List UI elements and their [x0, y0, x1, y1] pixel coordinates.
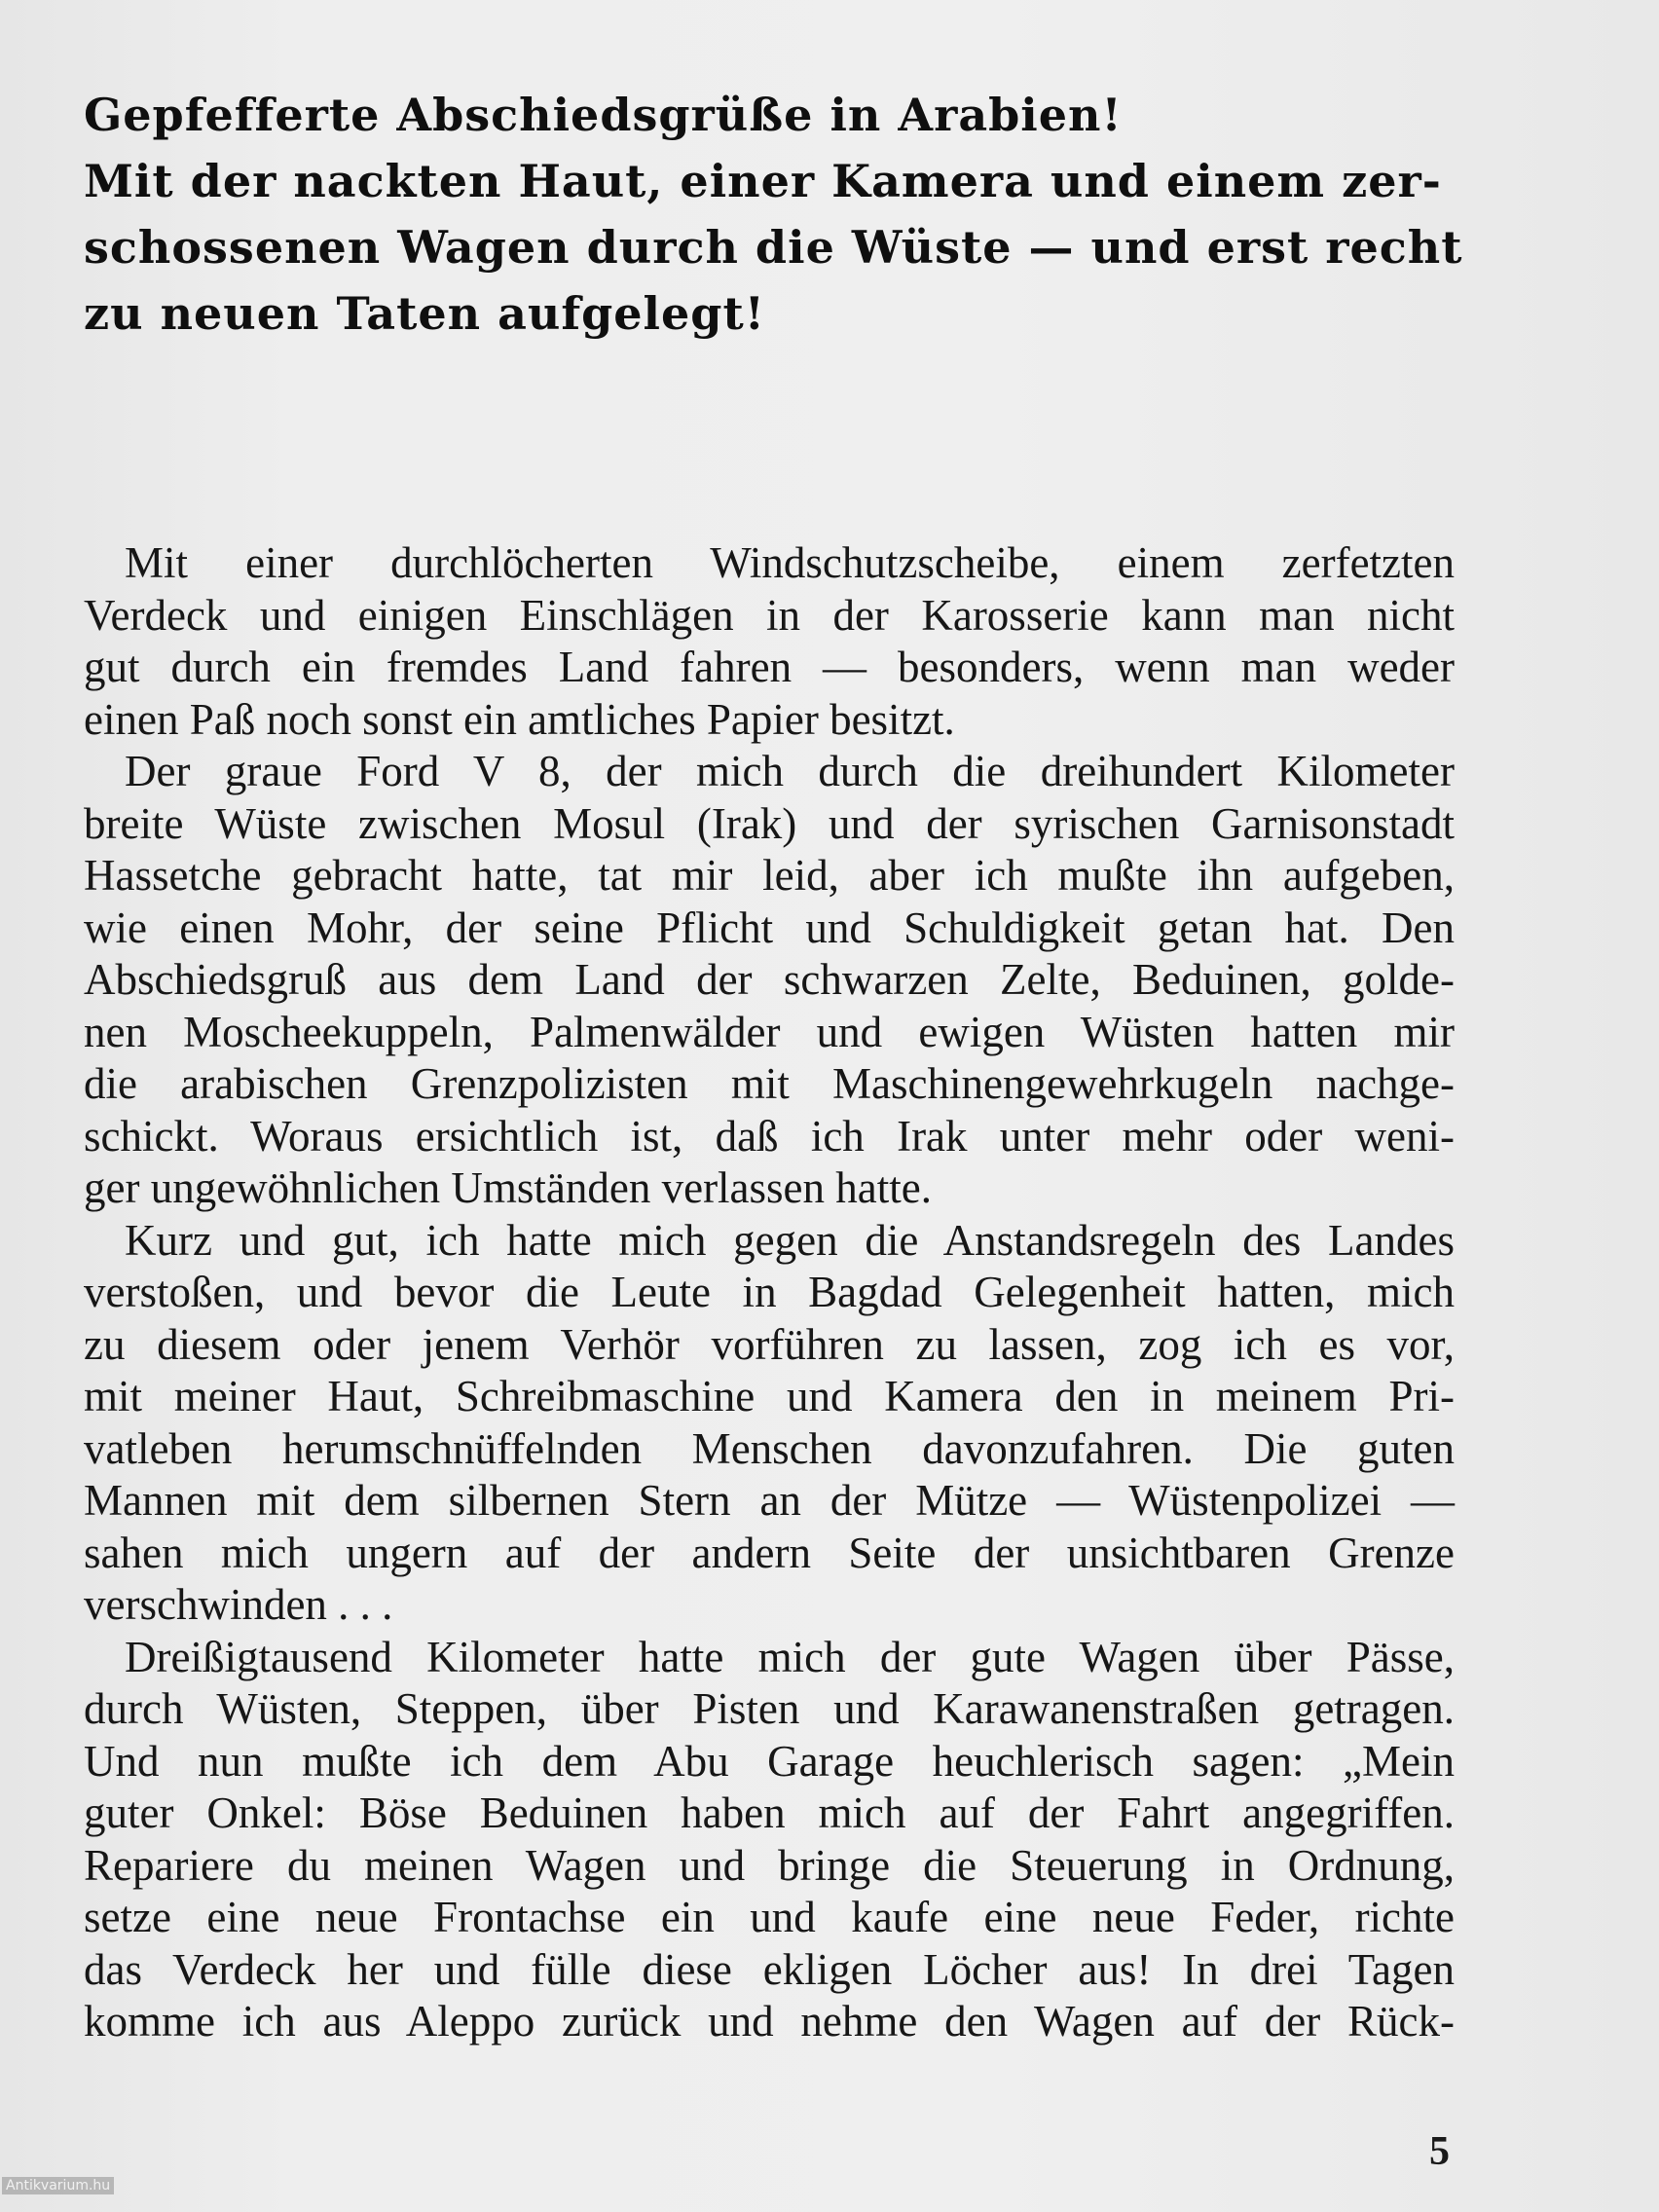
text-line: zu diesem oder jenem Verhör vorführen zu lassen, zog ich es vor,: [84, 1319, 1455, 1369]
text-line: Verdeck und einigen Einschlägen in der Karosserie kann man nicht: [84, 590, 1455, 640]
headline-line: zu neuen Taten aufgelegt!: [84, 287, 765, 340]
text-line: durch Wüsten, Steppen, über Pisten und Karawanenstraßen getragen.: [84, 1684, 1455, 1733]
text-line: die arabischen Grenzpolizisten mit Maschinengewehrkugeln nachge-: [84, 1059, 1455, 1108]
text-line: das Verdeck her und fülle diese ekligen Löcher aus! In drei Tagen: [84, 1944, 1455, 1994]
text-line: guter Onkel: Böse Beduinen haben mich auf der Fahrt angegriffen.: [84, 1788, 1455, 1837]
text-line: Mannen mit dem silbernen Stern an der Mütze — Wüstenpolizei —: [84, 1476, 1455, 1525]
text-line: komme ich aus Aleppo zurück und nehme den Wagen auf der Rück-: [84, 1997, 1455, 2046]
text-line: Und nun mußte ich dem Abu Garage heuchlerisch sagen: „Mein: [84, 1736, 1455, 1786]
text-line: Mit einer durchlöcherten Windschutzscheibe, einem zerfetzten: [125, 538, 1455, 587]
text-line: setze eine neue Frontachse ein und kaufe eine neue Feder, richte: [84, 1893, 1455, 1941]
text-line: verschwinden . . .: [84, 1580, 393, 1629]
text-line: nen Moscheekuppeln, Palmenwälder und ewigen Wüsten hatten mir: [84, 1007, 1455, 1056]
text-line: Repariere du meinen Wagen und bringe die Steuerung in Ordnung,: [84, 1840, 1455, 1890]
text-line: breite Wüste zwischen Mosul (Irak) und der syrischen Garnisonstadt: [84, 798, 1455, 848]
text-line: Der graue Ford V 8, der mich durch die dreihundert Kilometer: [125, 747, 1455, 795]
headline-line: Mit der nackten Haut, einer Kamera und einem zer-: [84, 155, 1442, 207]
body-text: [84, 537, 1455, 2048]
headline-line: schossenen Wagen durch die Wüste — und erst recht: [84, 221, 1463, 274]
page-number: 5: [1429, 2129, 1450, 2174]
text-line: Dreißigtausend Kilometer hatte mich der gute Wagen über Pässe,: [125, 1632, 1455, 1681]
text-line: ger ungewöhnlichen Umständen verlassen hatte.: [84, 1163, 932, 1212]
text-line: schickt. Woraus ersichtlich ist, daß ich Irak unter mehr oder weni-: [84, 1111, 1455, 1161]
text-line: Kurz und gut, ich hatte mich gegen die Anstandsregeln des Landes: [125, 1215, 1455, 1265]
text-line: vatleben herumschnüffelnden Menschen davonzufahren. Die guten: [84, 1423, 1455, 1473]
watermark: Antikvarium.hu: [2, 2177, 114, 2194]
text-line: Hassetche gebracht hatte, tat mir leid, aber ich mußte ihn aufgeben,: [84, 851, 1455, 900]
headline-line: Gepfefferte Abschiedsgrüße in Arabien!: [84, 89, 1123, 141]
chapter-headline: [84, 82, 1463, 347]
text-line: einen Paß noch sonst ein amtliches Papier besitzt.: [84, 694, 955, 744]
text-line: mit meiner Haut, Schreibmaschine und Kamera den in meinem Pri-: [84, 1372, 1455, 1420]
text-line: wie einen Mohr, der seine Pflicht und Schuldigkeit getan hat. Den: [84, 903, 1455, 952]
text-line: Abschiedsgruß aus dem Land der schwarzen Zelte, Beduinen, golde-: [84, 955, 1455, 1004]
text-line: sahen mich ungern auf der andern Seite der unsichtbaren Grenze: [84, 1528, 1455, 1577]
text-line: gut durch ein fremdes Land fahren — besonders, wenn man weder: [84, 643, 1455, 691]
text-line: verstoßen, und bevor die Leute in Bagdad Gelegenheit hatten, mich: [84, 1268, 1455, 1316]
